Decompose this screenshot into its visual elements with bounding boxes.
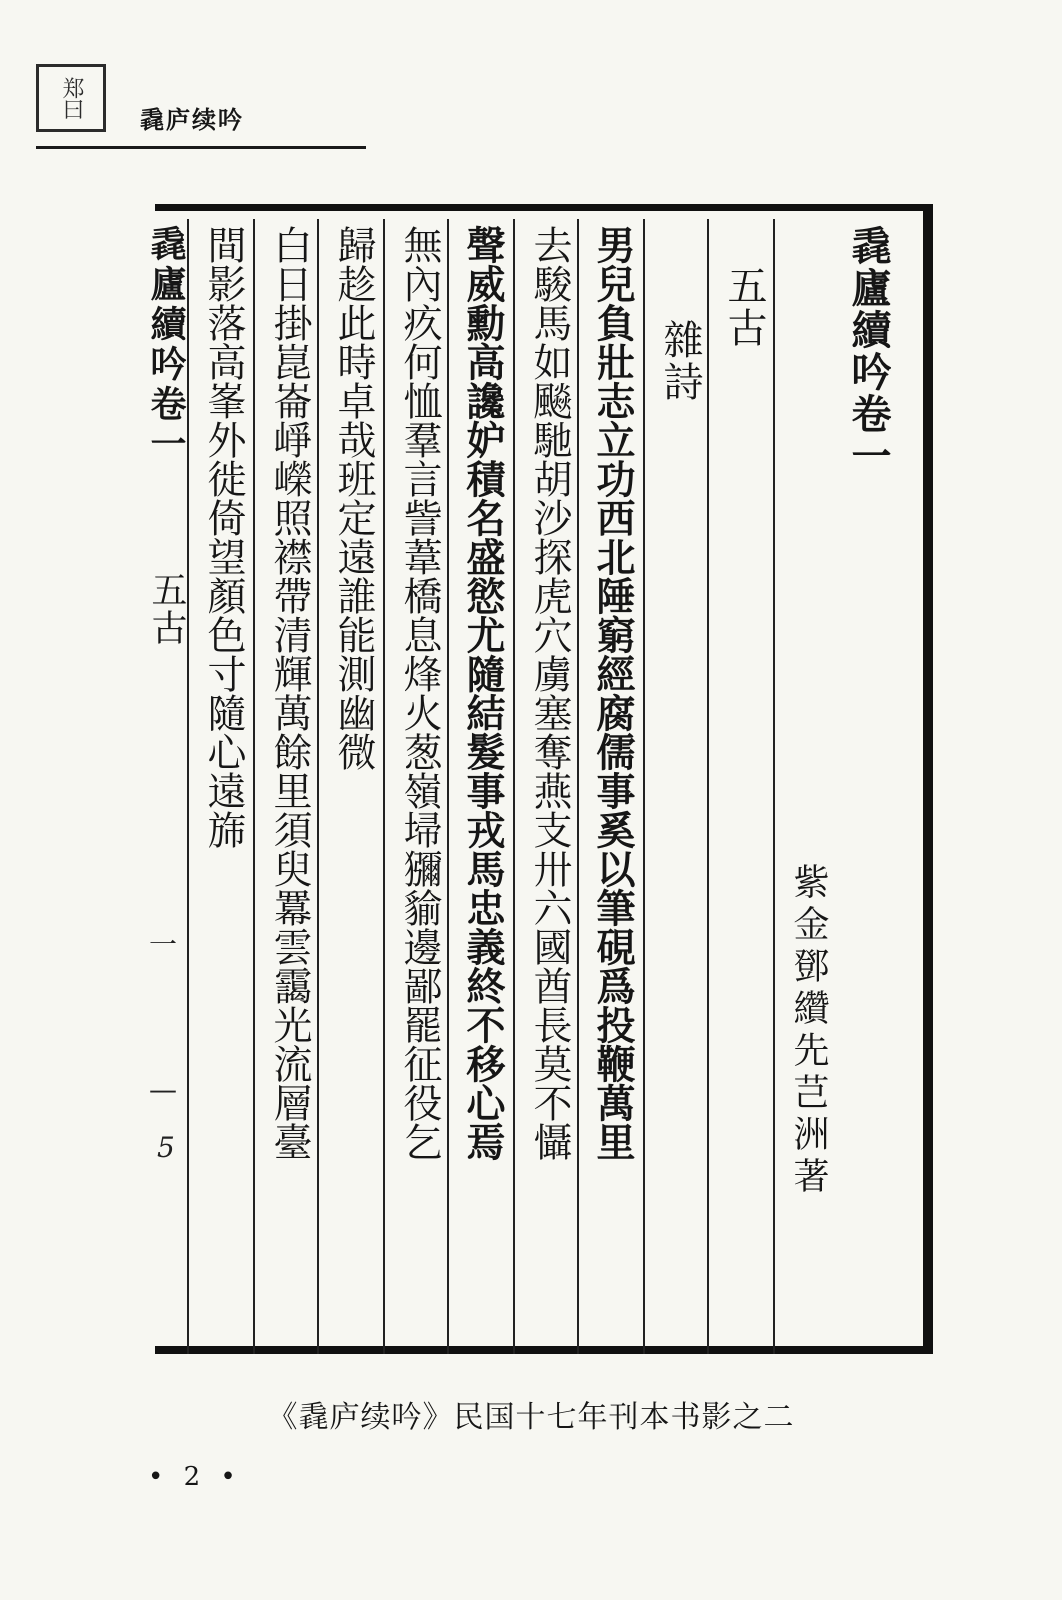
margin-folio-tick: — (149, 1073, 177, 1106)
margin-folio: 一 (149, 928, 178, 961)
poem-line: 無內疚何恤羣言訾葦橋息烽火葱嶺埽獼貐邊鄙罷征役乞 (397, 225, 442, 1161)
poem-line: 間影落高峯外徙倚望顏色寸隨心遠旆 (201, 225, 246, 849)
seal-stamp (36, 64, 106, 132)
seal-text: 郑曰 (59, 77, 84, 119)
running-head-title: 毳庐续吟 (140, 106, 244, 134)
poem-line: 歸趁此時卓哉班定遠誰能測幽微 (331, 225, 376, 771)
section-heading: 五古 (721, 265, 767, 349)
figure-caption: 《毳庐续吟》民国十七年刊本书影之二 (267, 1400, 795, 1435)
margin-title: 毳廬續吟卷一 (145, 225, 187, 465)
author-line: 紫金鄧纘先芑洲著 (788, 863, 829, 1199)
page-number: • 2 • (148, 1462, 242, 1492)
poem-line: 去駿馬如飈馳胡沙探虎穴虜塞奪燕支卅六國酋長莫不懾 (527, 225, 572, 1161)
book-title-column: 毳廬續吟卷一 (845, 225, 892, 477)
book-page-frame (145, 204, 933, 1354)
margin-section: 五古 (146, 571, 187, 647)
poem-line: 聲威勳高讒妒積名盛慾尤隨結髮事戎馬忠義終不移心焉 (460, 225, 506, 1161)
subsection-heading: 雜詩 (657, 319, 703, 403)
header-rule (36, 146, 366, 149)
poem-line: 男兒負壯志立功西北陲窮經腐儒事奚以筆硯爲投鞭萬里 (590, 225, 636, 1161)
poem-line: 白日掛崑崙崢嶸照襟帶清輝萬餘里須臾羃雲靄光流層臺 (267, 225, 312, 1161)
handwritten-number: 5 (157, 1131, 175, 1164)
